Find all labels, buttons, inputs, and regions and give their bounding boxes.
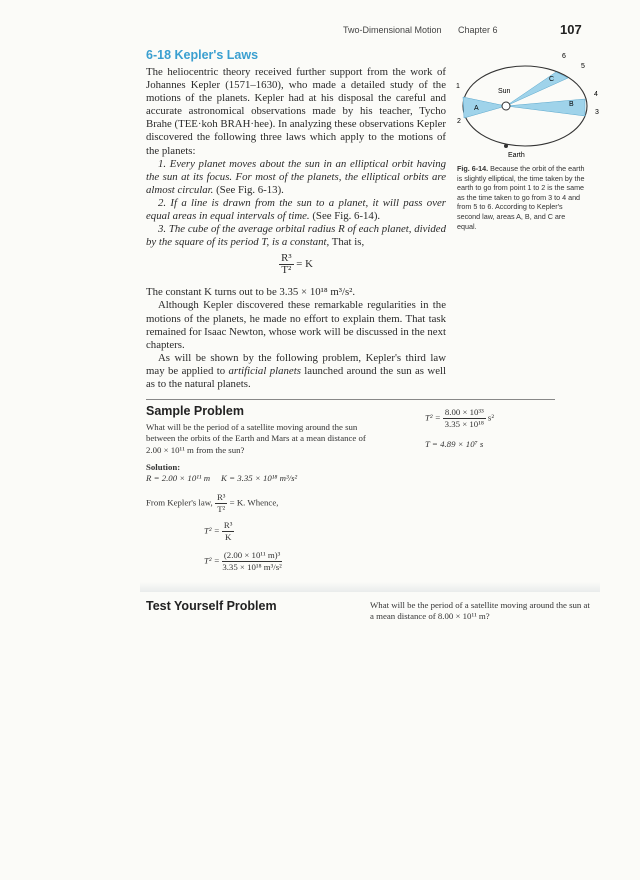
given-values: R = 2.00 × 10¹¹ m K = 3.35 × 10¹⁸ m³/s² <box>146 473 298 483</box>
area-b-label: B <box>569 101 574 108</box>
law-1-text: 1. Every planet moves about the sun in an elliptical orbit having the sun at its focus. For most of the planets, the elliptical orbits are almost circular. <box>146 157 446 196</box>
running-title: Two-Dimensional Motion <box>343 25 442 35</box>
chapter-label: Chapter 6 <box>458 25 498 35</box>
sun-label: Sun <box>498 88 511 95</box>
test-question: What will be the period of a satellite moving around the sun at a mean distance of 8.00 × 10¹¹ m? <box>370 600 590 622</box>
caption-text: Because the orbit of the earth is slightly elliptical, the time taken by the earth to go from point 1 to 2 is the same as the time taken to go from 3 to 4 and from 5 to 6. According to Kepler's second law, areas A, B, and C are equal. <box>457 164 585 231</box>
law-1 <box>146 158 446 197</box>
point-6-label: 6 <box>562 53 566 60</box>
period-result: T = 4.89 × 10⁷ s <box>425 439 484 449</box>
point-3-label: 3 <box>595 109 599 116</box>
third-law-paragraph: As will be shown by the following problem, Kepler's third law may be applied to artificial planets launched around the sun as well as to the natural planets. <box>146 351 446 390</box>
earth-marker <box>504 144 508 148</box>
section-divider <box>146 399 555 400</box>
law-2-ref: (See Fig. 6-14). <box>309 210 381 223</box>
sun-marker <box>502 102 510 110</box>
sample-bottom-shade <box>140 582 600 592</box>
area-a-label: A <box>474 105 479 112</box>
law-3 <box>146 223 446 249</box>
solution-label: Solution: <box>146 462 181 472</box>
kepler-equation <box>146 249 446 280</box>
newton-paragraph: Although Kepler discovered these remarkable regularities in the motions of the planets, he made no effort to explain them. That task remained for Isaac Newton, whose work will be discussed in the next chapters. <box>146 299 446 351</box>
sample-problem-title: Sample Problem <box>146 404 244 418</box>
eq-rhs: = K <box>296 258 313 271</box>
t-squared-formula: T² = $\frac{\text{R³}}{K}$ <box>204 520 233 542</box>
kepler-orbit-figure <box>452 48 602 166</box>
area-c <box>506 72 568 106</box>
page-number: 107 <box>560 22 582 37</box>
t-squared-substitution: T² = $\frac{\text{(2.00 × 10¹¹ m)³}}{\text{3.35 × 10¹⁸ m³/s²}}$ <box>204 550 282 572</box>
area-a <box>463 97 506 118</box>
law-2 <box>146 197 446 223</box>
eq-numerator: R³ <box>281 252 292 265</box>
point-1-label: 1 <box>456 83 460 90</box>
area-c-label: C <box>549 76 555 83</box>
artificial-planets-term: artificial planets <box>228 364 301 377</box>
point-2-label: 2 <box>457 118 461 125</box>
sample-question: What will be the period of a satellite moving around the sun between the orbits of the Earth and Mars at a mean distance of 2.00 × 10¹¹ m from the sun? <box>146 422 366 455</box>
test-yourself-title: Test Yourself Problem <box>146 599 277 613</box>
point-5-label: 5 <box>581 63 585 70</box>
earth-label: Earth <box>508 152 525 159</box>
law-1-ref: (See Fig. 6-13). <box>213 183 284 196</box>
intro-paragraph: The heliocentric theory received further support from the work of Johannes Kepler (1571–1630), who made a detailed study of the motions of the planets. Kepler had at his disposal the careful and accurate astronomical observations made by his teacher, Tycho Brahe (TEE·koh BRAH·hee). In analyzing these observations Kepler discovered the following three laws which apply to the motions of the planets: <box>146 66 446 157</box>
from-keplers-law: From Kepler's law, $\frac{\text{R³}}{\text{T²}}$ = K. Whence, <box>146 492 279 514</box>
law-2-text: 2. If a line is drawn from the sun to a planet, it will pass over equal areas in equal intervals of time. <box>146 196 446 223</box>
main-body <box>146 66 446 391</box>
constant-paragraph: The constant K turns out to be 3.35 × 10¹⁸ m³/s². <box>146 286 356 299</box>
caption-label: Fig. 6-14. <box>457 164 489 173</box>
law-3-tail: That is, <box>329 236 365 249</box>
section-title: 6-18 Kepler's Laws <box>146 48 259 62</box>
law-3-text: 3. The cube of the average orbital radius R of each planet, divided by the square of its period T, is a constant, <box>146 223 446 249</box>
eq-denominator: T² <box>281 264 292 277</box>
point-4-label: 4 <box>594 91 598 98</box>
t-squared-result: T² = $\frac{\text{8.00 × 10³³}}{\text{3.35 × 10¹⁸}}$ s² <box>425 407 494 429</box>
figure-caption <box>457 164 585 231</box>
